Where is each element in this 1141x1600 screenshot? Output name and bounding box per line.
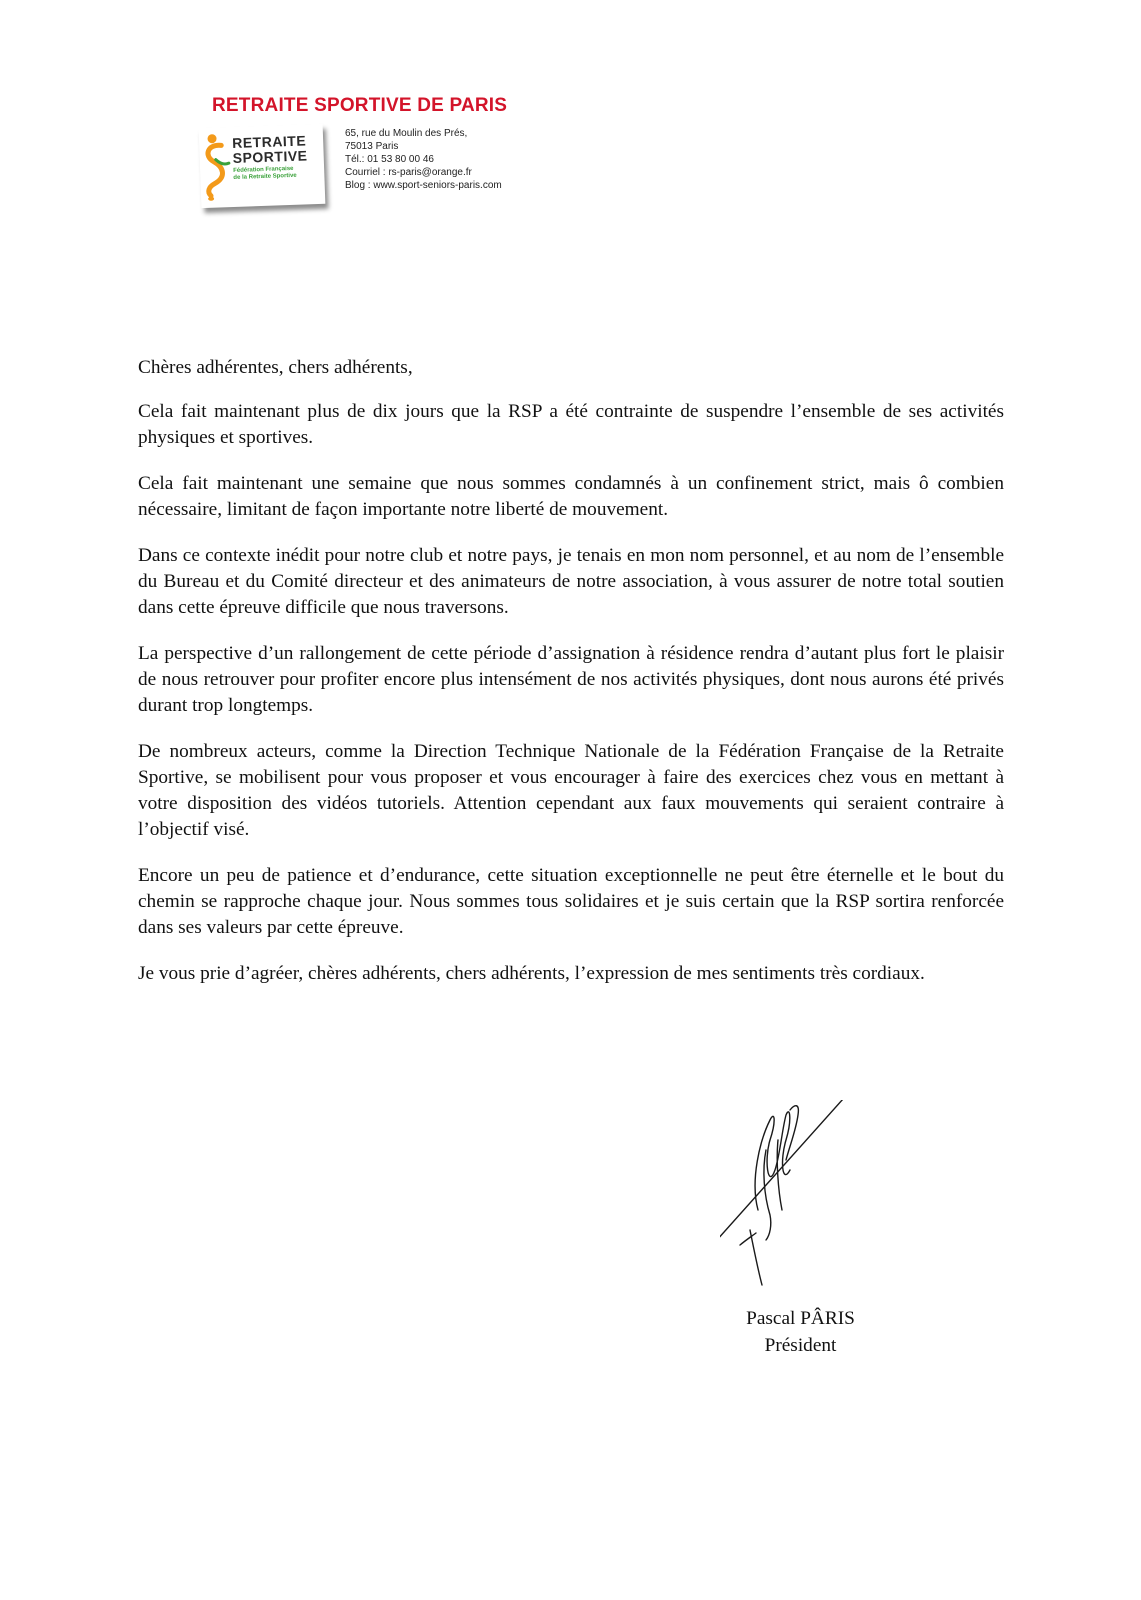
letter-body	[138, 355, 1004, 1007]
contact-block	[345, 127, 502, 192]
contact-blog: Blog : www.sport-seniors-paris.com	[345, 180, 502, 191]
runner-logo-icon	[201, 131, 233, 204]
logo-text-line1: RETRAITE	[231, 132, 307, 152]
paragraph: Dans ce contexte inédit pour notre club et notre pays, je tenais en mon nom personnel, et au nom de l’ensemble du Bureau et du Comité directeur et des animateurs de notre association, à vous assurer de notre total soutien dans cette épreuve difficile que nous traversons.	[138, 545, 1004, 618]
logo-text-line2: SPORTIVE	[232, 147, 308, 167]
paragraph: Cela fait maintenant plus de dix jours que la RSP a été contrainte de suspendre l’ensemble de ses activités physiques et sportives.	[138, 401, 1004, 448]
logo	[199, 124, 326, 208]
signer-name: Pascal PÂRIS	[746, 1308, 855, 1329]
paragraph: Je vous prie d’agréer, chères adhérents, chers adhérents, l’expression de mes sentiments très cordiaux.	[138, 963, 925, 984]
contact-email: Courriel : rs-paris@orange.fr	[345, 167, 472, 178]
salutation: Chères adhérentes, chers adhérents,	[138, 357, 413, 378]
paragraph: De nombreux acteurs, comme la Direction Technique Nationale de la Fédération Française de la Retraite Sportive, se mobilisent pour vous proposer et vous encourager à faire des exercices chez vous en mettant à votre disposition des vidéos tutoriels. Attention cependant aux faux mouvements qui seraient contraire à l’objectif visé.	[138, 741, 1004, 840]
contact-address: 65, rue du Moulin des Prés,	[345, 128, 468, 139]
signer-title: Président	[764, 1335, 837, 1356]
signature-block	[733, 1305, 868, 1359]
logo-subtitle: Fédération Française de la Retraite Sportive	[233, 165, 297, 182]
handwritten-signature	[720, 1100, 880, 1295]
paragraph: Cela fait maintenant une semaine que nous sommes condamnés à un confinement strict, mais ô combien nécessaire, limitant de façon importante notre liberté de mouvement.	[138, 473, 1004, 520]
contact-city: 75013 Paris	[345, 141, 399, 152]
paragraph: La perspective d’un rallongement de cette période d’assignation à résidence rendra d’autant plus fort le plaisir de nous retrouver pour profiter encore plus intensément de nos activités physiques, dont nous aurons été privés durant trop longtemps.	[138, 643, 1004, 716]
organization-title: RETRAITE SPORTIVE DE PARIS	[212, 95, 508, 116]
contact-phone: Tél.: 01 53 80 00 46	[345, 154, 434, 165]
paragraph: Encore un peu de patience et d’endurance, cette situation exceptionnelle ne peut être éternelle et le bout du chemin se rapproche chaque jour. Nous sommes tous solidaires et je suis certain que la RSP sortira renforcée dans ses valeurs par cette épreuve.	[138, 865, 1004, 938]
